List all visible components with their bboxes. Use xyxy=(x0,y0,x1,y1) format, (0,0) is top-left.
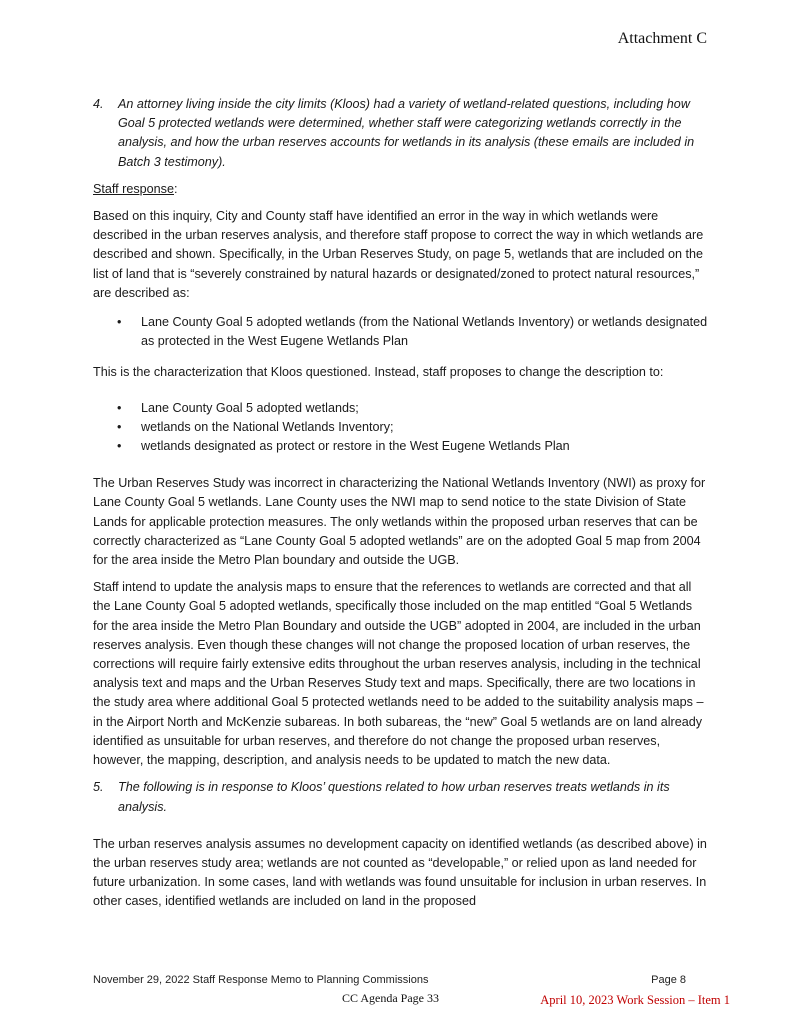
bullet-icon: • xyxy=(117,315,122,330)
list-item-text: Lane County Goal 5 adopted wetlands (from the National Wetlands Inventory) or wetlands designated as protected in the West Eugene Wetlands Plan xyxy=(141,315,708,349)
list-item xyxy=(93,313,708,351)
footer-memo: November 29, 2022 Staff Response Memo to Planning Commissions xyxy=(93,974,429,986)
paragraph-1: Based on this inquiry, City and County staff have identified an error in the way in which wetlands were described in the urban reserves analysis, and therefore staff propose to correct the way in which wetlands are described and shown. Specifically, in the Urban Reserves Study, on page 5, wetlands that are included on the list of land that is “severely constrained by natural hazards or designated/zoned to protect natural resources,” are described as: xyxy=(93,209,704,300)
footer-agenda-page: CC Agenda Page 33 xyxy=(342,991,439,1005)
staff-response-heading xyxy=(93,180,708,199)
bullet-icon: • xyxy=(117,419,122,434)
list-item xyxy=(93,437,708,456)
list-item xyxy=(93,418,708,437)
item-4-text: An attorney living inside the city limits (Kloos) had a variety of wetland-related questions, including how Goal 5 protected wetlands were determined, whether staff were categorizing wetlands correctly in the analysis, and how the urban reserves accounts for wetlands in its analysis (these emails are included in Batch 3 testimony). xyxy=(118,97,695,169)
item-5-number: 5. xyxy=(93,780,104,795)
new-description-list xyxy=(93,399,708,457)
paragraph-4: Staff intend to update the analysis maps to ensure that the references to wetlands are corrected and that all the Lane County Goal 5 adopted wetlands, specifically those included on the map entitled “Goal 5 Wetlands for the area inside the Metro Plan Boundary and outside the UGB” adopted in 2004, are included in the urban reserves analysis. Even though these changes will not change the proposed location of urban reserves, the corrections will require fairly extensive edits throughout the urban reserves analysis, including in the technical analysis text and maps and the Urban Reserves Study text and maps. Specifically, there are two locations in the study area where additional Goal 5 protected wetlands need to be added to the suitability analysis maps – in the Airport North and McKenzie subareas. In both subareas, the “new” Goal 5 wetlands are on land already identified as unsuitable for urban reserves, and therefore do not change the proposed urban reserves, however, the mapping, description, and analysis needs to be updated to match the new data. xyxy=(93,580,704,768)
footer-work-session: April 10, 2023 Work Session – Item 1 xyxy=(540,993,730,1007)
item-5 xyxy=(93,778,708,816)
paragraph-3: The Urban Reserves Study was incorrect in characterizing the National Wetlands Inventory (NWI) as proxy for Lane County Goal 5 wetlands. Lane County uses the NWI map to send notice to the state Division of State Lands for applicable protection measures. The only wetlands within the proposed urban reserves that can be correctly characterized as “Lane County Goal 5 adopted wetlands” are on the adopted Goal 5 map from 2004 for the area inside the Metro Plan boundary and outside the UGB. xyxy=(93,476,706,568)
footer-page-number: Page 8 xyxy=(651,974,686,986)
list-item xyxy=(93,399,708,418)
paragraph-5: The urban reserves analysis assumes no development capacity on identified wetlands (as described above) in the urban reserves study area; wetlands are not counted as “developable,” or relied upon as land needed for future urbanization. In some cases, land with wetlands was found unsuitable for inclusion in urban reserves. In other cases, identified wetlands are included on land in the proposed xyxy=(93,836,707,909)
document-body xyxy=(93,95,708,920)
list-item-text: Lane County Goal 5 adopted wetlands; xyxy=(141,400,359,415)
paragraph-2: This is the characterization that Kloos questioned. Instead, staff proposes to change the description to: xyxy=(93,365,664,380)
item-4 xyxy=(93,95,708,172)
list-item-text: wetlands designated as protect or restore in the West Eugene Wetlands Plan xyxy=(141,439,570,454)
list-item-text: wetlands on the National Wetlands Inventory; xyxy=(141,419,394,434)
bullet-icon: • xyxy=(117,439,122,454)
bullet-icon: • xyxy=(117,400,122,415)
staff-response-colon: : xyxy=(173,181,178,196)
item-5-text: The following is in response to Kloos’ questions related to how urban reserves treats wetlands in its analysis. xyxy=(118,780,670,814)
old-description-list xyxy=(93,313,708,351)
attachment-label: Attachment C xyxy=(617,30,707,47)
staff-response-label: Staff response xyxy=(93,181,174,196)
item-4-number: 4. xyxy=(93,97,104,111)
